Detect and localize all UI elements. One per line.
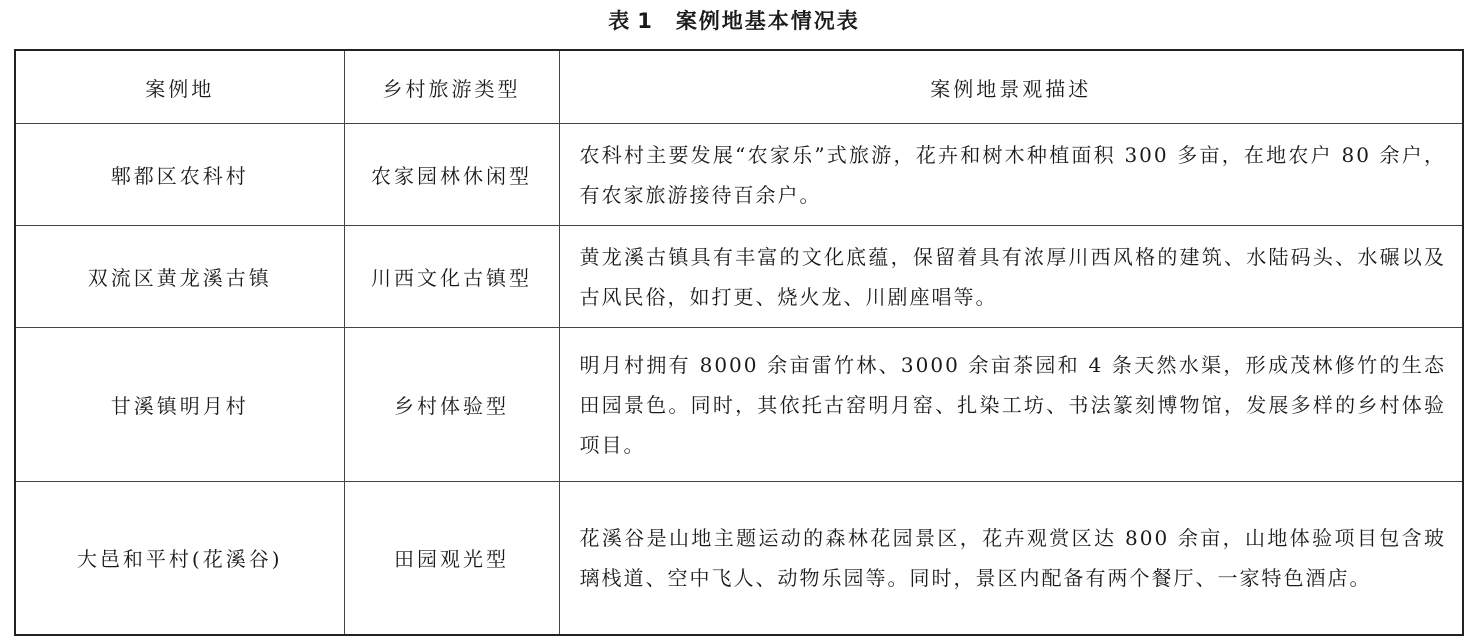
table-caption <box>0 6 1468 36</box>
caption-label: 表 <box>608 9 632 33</box>
cell-type: 乡村体验型 <box>344 328 559 482</box>
header-type: 乡村旅游类型 <box>344 50 559 124</box>
caption-number: 1 <box>637 9 654 33</box>
table-row <box>15 482 1463 635</box>
cell-place: 大邑和平村(花溪谷) <box>15 482 344 635</box>
cell-place: 郫都区农科村 <box>15 124 344 226</box>
cell-type: 川西文化古镇型 <box>344 226 559 328</box>
header-row <box>15 50 1463 124</box>
cell-place: 双流区黄龙溪古镇 <box>15 226 344 328</box>
caption-title: 案例地基本情况表 <box>675 9 860 33</box>
cell-type: 田园观光型 <box>344 482 559 635</box>
cell-description: 明月村拥有 8000 余亩雷竹林、3000 余亩茶园和 4 条天然水渠，形成茂林修竹的生态田园景色。同时，其依托古窑明月窑、扎染工坊、书法篆刻博物馆，发展多样的乡村体验项目。 <box>559 328 1463 482</box>
cell-place: 甘溪镇明月村 <box>15 328 344 482</box>
header-place: 案例地 <box>15 50 344 124</box>
table-row <box>15 328 1463 482</box>
cell-description: 花溪谷是山地主题运动的森林花园景区，花卉观赏区达 800 余亩，山地体验项目包含玻璃栈道、空中飞人、动物乐园等。同时，景区内配备有两个餐厅、一家特色酒店。 <box>559 482 1463 635</box>
table-row <box>15 226 1463 328</box>
header-description: 案例地景观描述 <box>559 50 1463 124</box>
case-table <box>14 49 1464 636</box>
table-row <box>15 124 1463 226</box>
cell-description: 黄龙溪古镇具有丰富的文化底蕴，保留着具有浓厚川西风格的建筑、水陆码头、水碾以及古风民俗，如打更、烧火龙、川剧座唱等。 <box>559 226 1463 328</box>
cell-type: 农家园林休闲型 <box>344 124 559 226</box>
cell-description: 农科村主要发展“农家乐”式旅游，花卉和树木种植面积 300 多亩，在地农户 80 余户，有农家旅游接待百余户。 <box>559 124 1463 226</box>
